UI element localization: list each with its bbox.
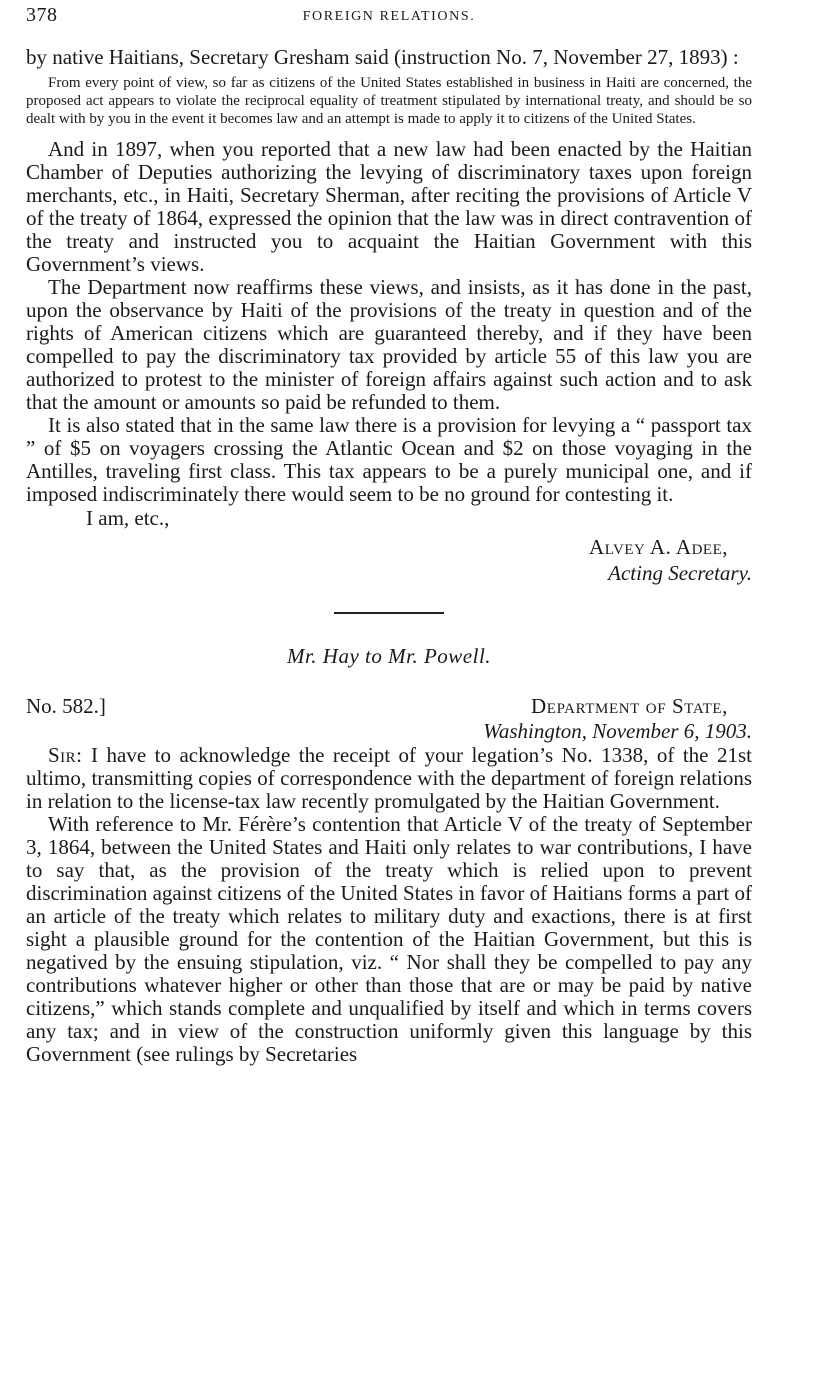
document-number: No. 582.] (26, 693, 106, 718)
signature-name: Alvey A. Adee, (589, 534, 728, 559)
letter-title: Mr. Hay to Mr. Powell. (286, 643, 492, 668)
paragraph: The Department now reaffirms these views, and insists, as it has done in the past, upon the observance by Haiti of the provisions of the treaty in question and of the rights of American citizens which are guaranteed thereby, and if they have been compelled to pay the discriminatory tax provided by article 55 of this law you are authorized to protest to the minister of foreign affairs against such action and to ask that the amount or amounts so paid be refunded to them. (26, 274, 752, 414)
block-quote: From every point of view, so far as citizens of the United States established in business in Haiti are concerned, the proposed act appears to violate the reciprocal equality of treatment stipulated by international treaty, and should be so dealt with by you in the event it becomes law and an attempt is made to apply it to citizens of the United States. (26, 75, 752, 128)
running-head: FOREIGN RELATIONS. (302, 9, 476, 24)
salutation: Sir: (48, 742, 83, 767)
place-date: Washington, November 6, 1903. (483, 718, 752, 743)
letter-paragraph-text: I have to acknowledge the receipt of your legation’s No. 1338, of the 21st ultimo, transmitting copies of correspondence with the department of foreign relations in relation to the license-tax law recently promulgated by the Haitian Government. (26, 742, 752, 813)
document-body (26, 46, 752, 1066)
paragraph: It is also stated that in the same law there is a provision for levying a “ passport tax ” of $5 on voyagers crossing the Atlantic Ocean and $2 on those voyaging in the Antilles, traveling first class. This tax appears to be a purely municipal one, and if imposed indiscriminately there would seem to be no ground for contesting it. (26, 412, 752, 506)
section-divider (334, 612, 444, 614)
paragraph-continuation: by native Haitians, Secretary Gresham said (instruction No. 7, November 27, 1893) : (26, 45, 739, 69)
page-number: 378 (26, 4, 58, 26)
closing-phrase: I am, etc., (86, 505, 170, 530)
dateline (26, 694, 752, 744)
paragraph: And in 1897, when you reported that a new law had been enacted by the Haitian Chamber of Deputies authorizing the levying of discriminatory taxes upon foreign merchants, etc., in Haiti, Secretary Sherman, after reciting the provisions of Article V of the treaty of 1864, expressed the opinion that the law was in direct contravention of the treaty and instructed you to acquaint the Haitian Government with this Government’s views. (26, 136, 752, 276)
department-name: Department of State, (531, 693, 728, 718)
letter-paragraph: With reference to Mr. Férère’s contention that Article V of the treaty of September 3, 1864, between the United States and Haiti only relates to war contributions, I have to say that, as the provision of the treaty which is relied upon to prevent discrimination against citizens of the United States in favor of Haitians forms a part of an article of the treaty which relates to military duty and exactions, there is at first sight a plausible ground for the contention of the Haitian Government, but this is negatived by the ensuing stipulation, viz. “ Nor shall they be compelled to pay any contributions whatever higher or other than those that are or may be paid by native citizens,” which stands complete and unqualified by itself and which in terms covers any tax; and in view of the construction uniformly given this language by this Government (see rulings by Secretaries (26, 811, 752, 1066)
signature-role: Acting Secretary. (608, 560, 752, 585)
page-header (26, 4, 752, 28)
letter-paragraph (26, 744, 752, 813)
